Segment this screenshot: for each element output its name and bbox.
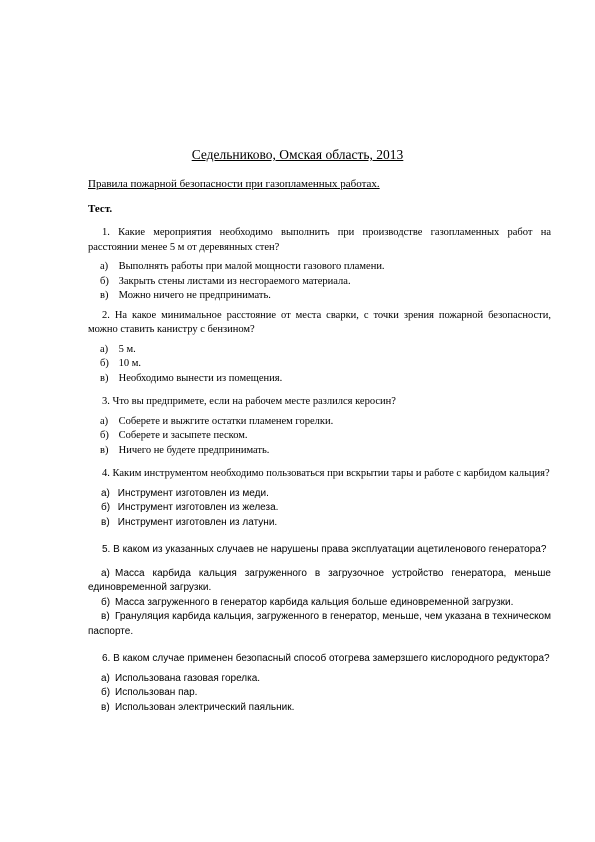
answer-option[interactable]: а) 5 м. — [100, 343, 136, 355]
answer-option[interactable]: б) Соберете и засыпете песком. — [100, 430, 248, 441]
question-text: 6. В каком случае применен безопасный способ отогрева замерзшего кислородного редуктора? — [102, 653, 550, 664]
answer-option[interactable]: б) Закрыть стены листами из несгораемого материала. — [100, 275, 351, 287]
answer-options — [88, 260, 551, 304]
answer-option[interactable]: в) Необходимо вынести из помещения. — [100, 372, 283, 384]
document-title: Правила пожарной безопасности при газопламенных работах. — [88, 178, 380, 190]
question-text: 3. Что вы предпримете, если на рабочем месте разлился керосин? — [102, 396, 396, 407]
answer-option[interactable]: а) Использована газовая горелка. — [101, 672, 261, 684]
answer-option[interactable]: в) Использован электрический паяльник. — [101, 701, 295, 713]
answer-option[interactable]: в) Инструмент изготовлен из латуни. — [101, 516, 278, 528]
question-text: 2. На какое минимальное расстояние от места сварки, с точки зрения пожарной безопасности, можно ставить канистру с бензином? — [88, 309, 551, 335]
answer-option[interactable]: а) Соберете и выжгите остатки пламенем горелки. — [100, 415, 334, 427]
answer-options — [88, 487, 551, 531]
test-label: Тест. — [88, 203, 113, 215]
answer-option[interactable]: б) Использован пар. — [101, 687, 198, 698]
answer-options — [88, 415, 551, 459]
questions-list — [88, 226, 551, 715]
answer-options — [88, 567, 551, 640]
question-4 — [88, 467, 551, 530]
document-place-date: Седельниково, Омская область, 2013 — [191, 147, 404, 162]
answer-options — [88, 672, 551, 716]
answer-option[interactable]: в) Ничего не будете предпринимать. — [100, 444, 270, 456]
answer-option[interactable]: в) Грануляция карбида кальция, загруженного в генератор, меньше, чем указана в техническом паспорте. — [88, 611, 551, 637]
question-text: 4. Каким инструментом необходимо пользоваться при вскрытии тары и работе с карбидом кальция? — [102, 468, 550, 479]
answer-options — [88, 343, 551, 387]
question-text: 1. Какие мероприятия необходимо выполнить при производстве газопламенных работ на расстоянии менее 5 м от деревянных стен? — [88, 227, 551, 253]
answer-option[interactable]: б) 10 м. — [100, 358, 142, 369]
answer-option[interactable]: б) Инструмент изготовлен из железа. — [101, 502, 279, 513]
question-6 — [88, 652, 551, 715]
answer-option[interactable]: а) Инструмент изготовлен из меди. — [101, 487, 269, 499]
question-5 — [88, 543, 551, 639]
answer-option[interactable]: а) Масса карбида кальция загруженного в загрузочное устройство генератора, меньше единовременной загрузки. — [88, 567, 551, 593]
answer-option[interactable]: в) Можно ничего не предпринимать. — [100, 290, 271, 301]
question-text: 5. В каком из указанных случаев не нарушены права эксплуатации ацетиленового генератора? — [102, 544, 547, 555]
answer-option[interactable]: б) Масса загруженного в генератор карбида кальция больше единовременной загрузки. — [101, 596, 514, 608]
question-1 — [88, 226, 551, 304]
question-2 — [88, 309, 551, 387]
question-3 — [88, 395, 551, 458]
answer-option[interactable]: а) Выполнять работы при малой мощности газового пламени. — [100, 261, 385, 272]
